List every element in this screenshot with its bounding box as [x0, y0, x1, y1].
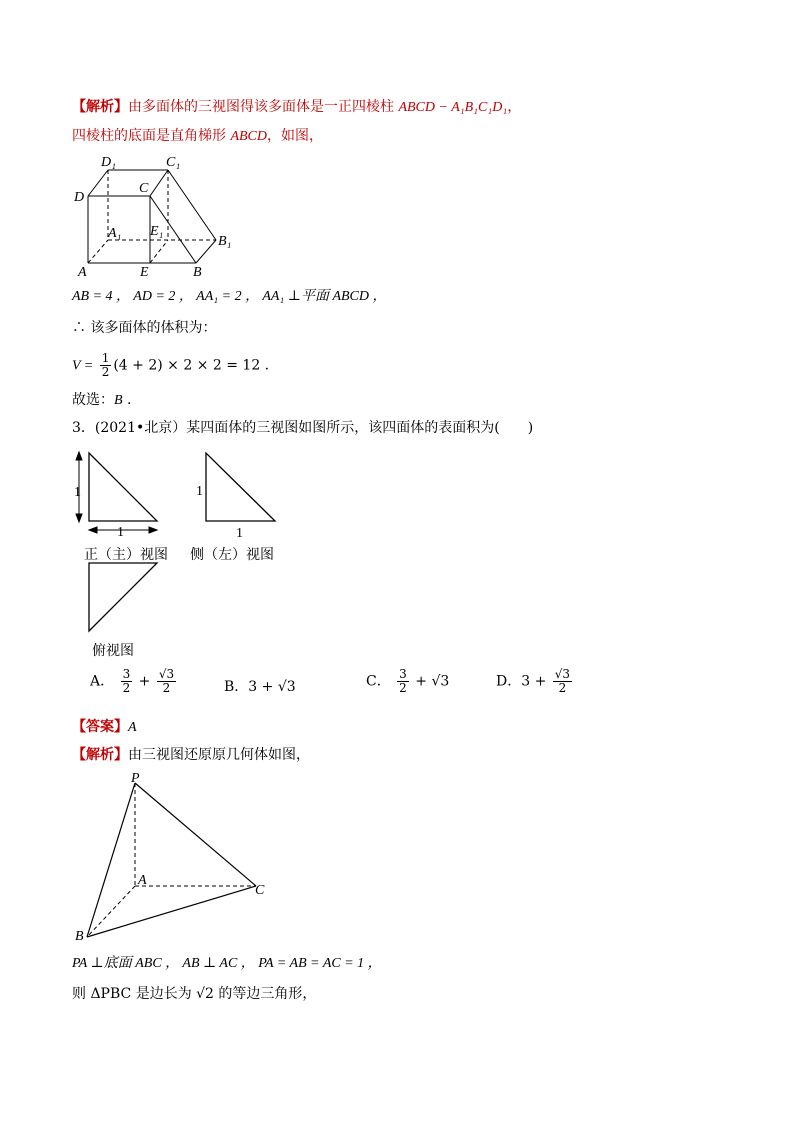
dim-front-height: 1	[74, 485, 81, 500]
prism-name: ABCD − A₁B₁C₁D₁	[398, 100, 508, 115]
answer-tag: 【答案】	[72, 719, 128, 735]
frac-den: 2	[162, 681, 171, 695]
option-b-expr: 3 + √3	[248, 679, 296, 695]
base-desc: 四棱柱的底面是直角梯形	[72, 128, 231, 144]
dim-side-width: 1	[236, 526, 243, 541]
label-D: D	[74, 190, 85, 205]
answer-line	[72, 717, 137, 738]
label-E: E	[140, 265, 149, 280]
option-letter: B．	[224, 679, 249, 695]
analysis1-line2	[72, 126, 323, 147]
label-A: A	[138, 873, 147, 888]
choice-line	[72, 390, 131, 411]
analysis1-line1	[72, 97, 521, 118]
option-b[interactable]	[224, 676, 296, 696]
question3-stem: 3．(2021•北京）某四面体的三视图如图所示，该四面体的表面积为( )	[72, 420, 534, 436]
volume-formula	[72, 352, 269, 379]
conclusion-root: √2	[196, 986, 214, 1002]
label-C: C	[255, 883, 265, 898]
analysis2-text: 由三视图还原原几何体如图，	[128, 747, 310, 763]
dim-side-height: 1	[196, 484, 203, 499]
top-view-label: 俯视图	[92, 643, 134, 659]
question3-conditions: PA ⊥底面 ABC ， AB ⊥ AC ， PA = AB = AC = 1 ，	[72, 956, 382, 971]
option-c-frac	[397, 668, 409, 695]
front-view-label: 正（主）视图	[84, 547, 168, 563]
frac-num: 1	[101, 351, 110, 365]
punct: .	[122, 392, 132, 408]
frac-num: √3	[554, 667, 571, 681]
option-letter: D．	[496, 673, 522, 690]
frac-num: 3	[399, 667, 407, 681]
volume-intro: ∴ 该多面体的体积为：	[72, 320, 217, 336]
base-name: ABCD	[230, 129, 268, 144]
choice-label: 故选：	[72, 392, 114, 408]
conclusion-post: 的等边三角形，	[213, 986, 317, 1002]
option-a-frac2	[157, 668, 176, 695]
frac-num: 3	[122, 667, 131, 681]
analysis2-line	[72, 745, 310, 765]
option-c[interactable]	[366, 668, 449, 695]
choice-value: B	[114, 393, 123, 408]
volume-lhs: V =	[72, 358, 94, 374]
label-E1: E₁	[150, 224, 164, 239]
plus: +	[134, 673, 155, 690]
punct: ，	[507, 99, 522, 115]
label-B: B	[193, 265, 202, 280]
label-B1: B₁	[218, 234, 232, 249]
analysis1-conditions: AB = 4 ， AD = 2 ， AA₁ = 2 ， AA₁ ⊥平面 ABCD ，	[72, 289, 387, 304]
side-view-label: 侧（左）视图	[190, 547, 274, 563]
label-C1: C₁	[166, 155, 181, 170]
option-letter: C．	[366, 673, 391, 690]
option-d-pre: 3 +	[521, 673, 551, 690]
frac-den: 2	[101, 365, 110, 379]
label-P: P	[131, 771, 140, 786]
punct: ，如图，	[267, 128, 324, 144]
label-C: C	[139, 181, 149, 196]
conclusion-pre: 则 ΔPBC 是边长为	[72, 986, 197, 1002]
dim-front-width: 1	[117, 525, 124, 540]
analysis-tag: 【解析】	[72, 99, 128, 115]
frac-den: 2	[399, 681, 407, 695]
answer-value: A	[128, 720, 137, 735]
volume-fraction	[100, 352, 112, 379]
analysis-tag: 【解析】	[72, 747, 128, 763]
label-B: B	[75, 929, 84, 944]
label-D1: D₁	[101, 155, 116, 170]
option-a[interactable]	[90, 668, 178, 695]
option-letter: A．	[90, 673, 115, 690]
frac-num: √3	[158, 667, 175, 681]
analysis1-text: 由多面体的三视图得该多面体是一正四棱柱	[128, 99, 399, 115]
label-A1: A₁	[108, 226, 122, 241]
conclusion-line	[72, 984, 316, 1004]
option-c-tail: + √3	[410, 673, 450, 690]
volume-rest: (4 + 2) × 2 × 2 = 12 .	[113, 357, 270, 374]
option-d-frac	[553, 668, 572, 695]
option-a-frac1	[121, 668, 133, 695]
label-A: A	[78, 265, 87, 280]
frac-den: 2	[122, 681, 131, 695]
frac-den: 2	[558, 681, 567, 695]
option-d[interactable]	[496, 668, 574, 695]
